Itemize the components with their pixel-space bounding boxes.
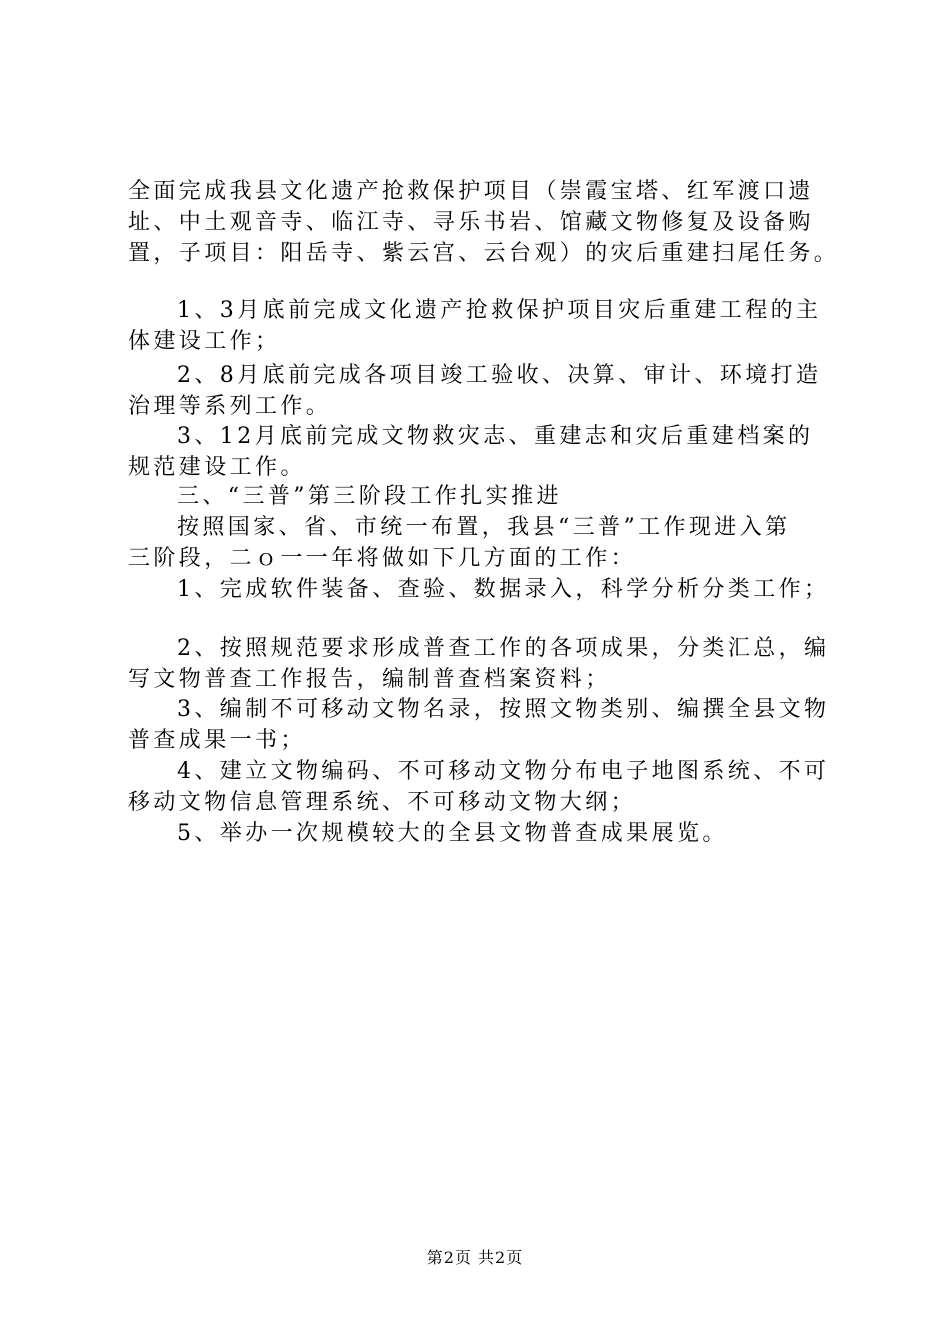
text-line: 体建设工作； bbox=[128, 329, 281, 354]
task-item-systems bbox=[128, 756, 840, 818]
section-heading bbox=[128, 481, 840, 512]
text-line: 4、建立文物编码、不可移动文物分布电子地图系统、不可 bbox=[177, 759, 830, 784]
task-item-software bbox=[128, 574, 840, 605]
text-line: 2、按照规范要求形成普查工作的各项成果，分类汇总，编 bbox=[177, 636, 830, 661]
text-line: 移动文物信息管理系统、不可移动文物大纲； bbox=[128, 790, 637, 815]
section-3-heading: 三、“三普”第三阶段工作扎实推进 bbox=[177, 484, 562, 509]
text-line: 全面完成我县文化遗产抢救保护项目（崇霞宝塔、红军渡口遗 bbox=[128, 179, 814, 204]
paragraph-cultural-heritage-project bbox=[128, 176, 840, 269]
text-line: 置，子项目：阳岳寺、紫云宫、云台观）的灾后重建扫尾任务。 bbox=[128, 241, 840, 266]
text-line: 3、12月底前完成文物救灾志、重建志和灾后重建档案的 bbox=[177, 424, 814, 449]
list-item-acceptance bbox=[128, 360, 840, 422]
text-line: 普查成果一书； bbox=[128, 728, 306, 753]
list-item-archives bbox=[128, 421, 840, 483]
text-line: 三阶段，二ｏ一一年将做如下几方面的工作： bbox=[128, 546, 637, 571]
page-indicator: 第2页 共2页 bbox=[426, 1248, 524, 1267]
text-line: 3、编制不可移动文物名录，按照文物类别、编撰全县文物 bbox=[177, 697, 830, 722]
task-item-results bbox=[128, 633, 840, 695]
section-3-intro bbox=[128, 512, 840, 574]
text-line: 规范建设工作。 bbox=[128, 455, 306, 480]
page-footer bbox=[0, 1245, 950, 1268]
text-line: 1、完成软件装备、查验、数据录入，科学分析分类工作； bbox=[177, 577, 830, 602]
task-item-exhibition bbox=[128, 818, 840, 849]
text-line: 5、举办一次规模较大的全县文物普查成果展览。 bbox=[177, 821, 728, 846]
text-line: 址、中土观音寺、临江寺、寻乐书岩、馆藏文物修复及设备购 bbox=[128, 210, 814, 235]
text-line: 治理等系列工作。 bbox=[128, 394, 332, 419]
task-item-catalog bbox=[128, 694, 840, 756]
text-line: 2、8月底前完成各项目竣工验收、决算、审计、环境打造 bbox=[177, 363, 822, 388]
text-line: 1、3月底前完成文化遗产抢救保护项目灾后重建工程的主 bbox=[177, 298, 822, 323]
list-item-main-construction bbox=[128, 295, 840, 357]
text-line: 写文物普查工作报告，编制普查档案资料； bbox=[128, 667, 611, 692]
text-line: 按照国家、省、市统一布置，我县“三普”工作现进入第 bbox=[177, 515, 791, 540]
